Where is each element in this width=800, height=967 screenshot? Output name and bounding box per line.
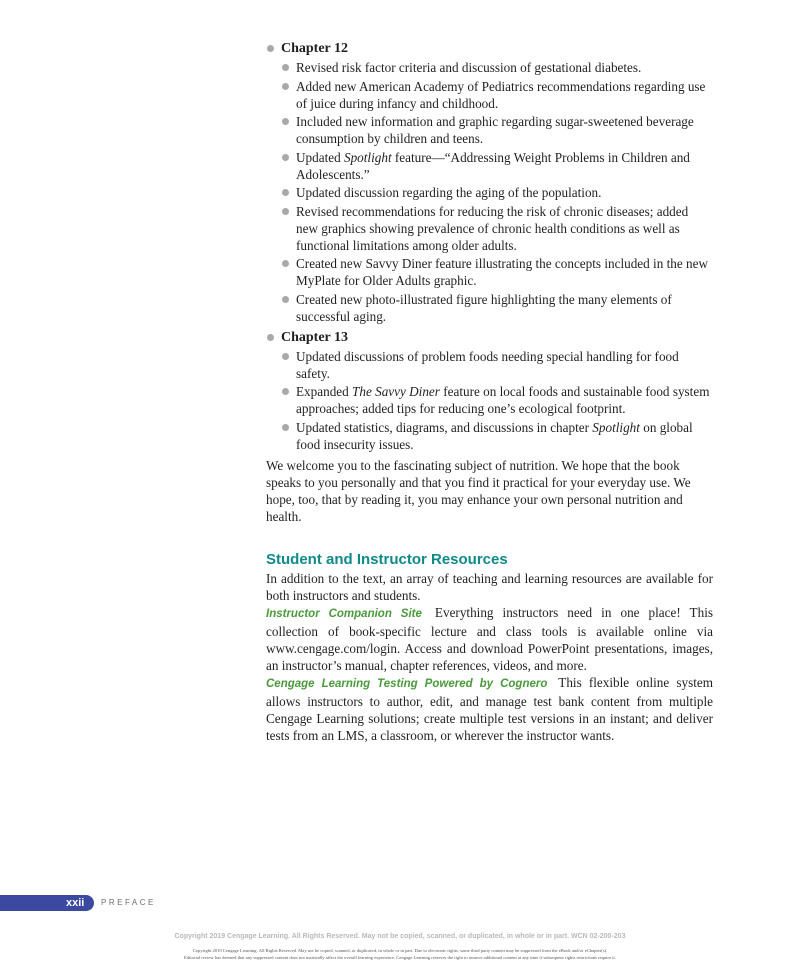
copyright-fine-print: Copyright 2019 Cengage Learning. All Rights Reserved. May not be copied, scanned, or duplicated, in whole or in part. Due to electronic rights, some third party content may be suppressed from the eBook and/or eChapter(s).	[192, 948, 608, 953]
item-text: Expanded	[296, 384, 353, 399]
list-item: Updated discussions of problem foods needing special handling for food safety.	[296, 348, 713, 382]
item-text: Updated statistics, diagrams, and discussions in chapter	[296, 419, 593, 435]
item-text: feature on local foods and sustainable food system approaches; added tips for reducing one’s ecological footprint.	[296, 384, 710, 416]
copyright-fine-print: Editorial review has deemed that any suppressed content does not materially affect the overall learning experience. Cengage Learning reserves the right to remove additional content at any time if subsequent rights restrictions require it.	[184, 955, 616, 960]
closing-paragraph: We welcome you to the fascinating subject of nutrition. We hope that the book speaks to you personally and that you find it practical for your everyday use. We hope, too, that by reading it, you may enhance your own personal nutrition and health.	[266, 457, 691, 524]
chapter-heading: Chapter 13	[266, 329, 713, 347]
item-text: on global food insecurity issues.	[296, 419, 693, 452]
list-item: Included new information and graphic regarding sugar-sweetened beverage consumption by children and teens.	[296, 113, 713, 147]
chapter-block	[266, 329, 713, 453]
cognero-title: Cengage Learning Testing Powered by Cognero	[266, 677, 548, 690]
item-text: Updated	[296, 149, 344, 165]
list-item: Created new Savvy Diner feature illustrating the concepts included in the new MyPlate for Older Adults graphic.	[296, 255, 713, 289]
change-list	[266, 348, 713, 453]
cognero-text: This flexible online system allows instructors to author, edit, and manage test bank content from multiple Cengage Learning solutions; create multiple test versions in an instant; and deliver tests from an LMS, a classroom, or wherever the instructor wants.	[266, 674, 713, 743]
list-item: Created new photo-illustrated figure highlighting the many elements of successful aging.	[296, 291, 713, 325]
change-list	[266, 59, 713, 325]
copyright-notice: Copyright 2019 Cengage Learning. All Rights Reserved. May not be copied, scanned, or duplicated, in whole or in part. WCN 02-200-203	[174, 933, 626, 940]
page-number: xxii	[66, 897, 85, 909]
chapter-block	[266, 40, 713, 325]
list-item	[296, 383, 713, 417]
item-emphasis: Spotlight	[592, 419, 640, 435]
list-item	[296, 419, 713, 453]
instructor-site-text: Everything instructors need in one place! This collection of book-specific lecture and class tools is available online via www.cengage.com/login. Access and download PowerPoint presentations, images, an instructor’s manual, chapter references, videos, and more.	[266, 604, 713, 673]
list-item: Added new American Academy of Pediatrics recommendations regarding use of juice during infancy and childhood.	[296, 78, 713, 112]
instructor-site-paragraph	[266, 604, 713, 674]
resources-intro: In addition to the text, an array of teaching and learning resources are available for both instructors and students.	[266, 570, 713, 603]
section-heading: Student and Instructor Resources	[266, 550, 508, 568]
item-emphasis: The Savvy Diner	[352, 384, 440, 399]
item-emphasis: Spotlight	[343, 149, 392, 165]
running-head: PREFACE	[101, 898, 156, 907]
preface-content	[266, 40, 713, 744]
chapter-heading: Chapter 12	[266, 40, 713, 58]
cognero-paragraph	[266, 674, 713, 744]
item-text: feature—“Addressing Weight Problems in Children and Adolescents.”	[296, 149, 690, 182]
list-item: Revised recommendations for reducing the risk of chronic diseases; added new graphics showing prevalence of chronic health conditions as well as functional limitations among older adults.	[296, 203, 713, 254]
instructor-site-title: Instructor Companion Site	[266, 607, 422, 620]
list-item: Updated discussion regarding the aging of the population.	[296, 184, 713, 201]
list-item: Revised risk factor criteria and discussion of gestational diabetes.	[296, 59, 713, 76]
list-item	[296, 149, 713, 183]
